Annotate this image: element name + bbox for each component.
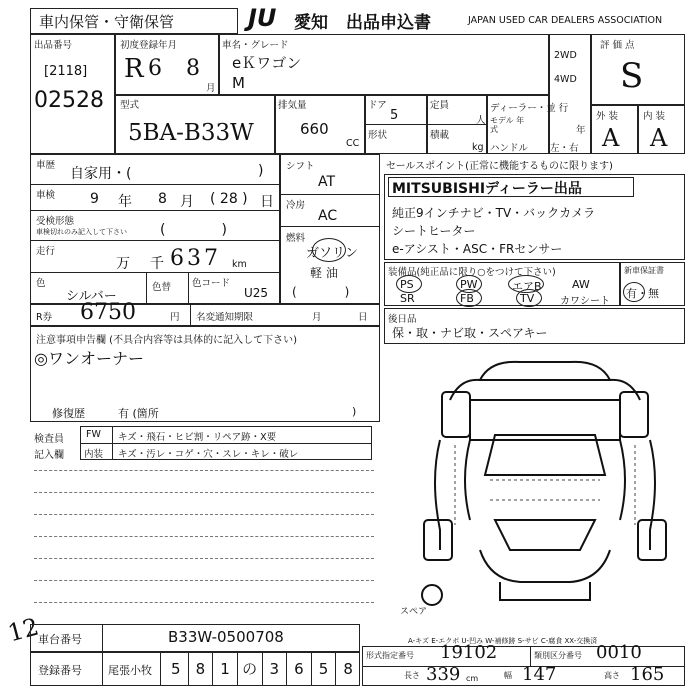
after-label: 後日品	[388, 314, 417, 325]
form-title: 出品申込書	[346, 13, 431, 33]
plate-digit: 5	[311, 652, 336, 686]
inspector-label2: 記入欄	[34, 450, 64, 461]
door-label: ドア	[368, 100, 387, 111]
recycle-label: R券	[36, 312, 53, 323]
shift-label: シフト	[286, 161, 315, 172]
plate-digits	[164, 652, 360, 686]
shaken-d: 日	[260, 194, 274, 210]
shaken-m: 月	[180, 194, 194, 210]
handle-lr: 左・右	[550, 143, 579, 154]
spec-val2: 0010	[596, 642, 642, 663]
interior-insp-text: キズ・汚レ・コゲ・穴・スレ・キレ・破レ	[118, 449, 299, 460]
color-label: 色	[36, 278, 46, 289]
spare-label: スペア	[400, 607, 428, 617]
spec-label2: 類別区分番号	[534, 651, 582, 660]
selling-label: セールスポイント(正常に機能するものに限ります)	[386, 161, 613, 172]
spec-val1: 19102	[440, 642, 498, 663]
warranty-label: 新車保証書	[624, 266, 664, 275]
exterior-label: 外 装	[596, 111, 619, 122]
warranty-value: 有・無	[626, 287, 659, 300]
damage-legend: A-キズ E-エクボ U-凹み W-補修跡 S-サビ C-腐食 XX-交換済	[408, 637, 598, 645]
equip-sr: SR	[400, 292, 415, 305]
storage-tag-box	[30, 8, 238, 34]
shaken-month: 8	[158, 191, 167, 207]
header-place: 愛知	[294, 13, 328, 33]
equip-aw: AW	[572, 278, 590, 291]
usage-close: )	[258, 163, 264, 179]
fuel-label: 燃料	[286, 233, 306, 244]
interior-label: 内 装	[643, 111, 666, 122]
model-label: 車名・グレード	[222, 40, 289, 51]
plate-digit: 8	[188, 652, 213, 686]
dealer-label: ディーラー・並 行	[490, 103, 569, 114]
model-grade: M	[232, 74, 245, 92]
len-value: 339	[426, 664, 461, 685]
hei-value: 165	[630, 664, 665, 685]
shaken-day: ( 28 )	[210, 191, 248, 207]
aircon-value: AC	[318, 208, 338, 224]
handle-label: ハンドル	[490, 143, 529, 154]
mileage-label: 走行	[36, 246, 56, 257]
fuel-paren: ( )	[292, 285, 350, 299]
mileage-sen: 千	[150, 256, 164, 272]
color-code-label: 色コード	[192, 278, 231, 289]
mileage-man: 万	[116, 256, 130, 272]
equip-pw: PW	[460, 278, 478, 291]
len-unit: cm	[466, 674, 479, 683]
shaken-y: 年	[118, 194, 132, 210]
load-unit: kg	[472, 142, 484, 153]
interior-grade: A	[650, 124, 668, 152]
type-label: 型式	[120, 100, 140, 111]
first-reg-year: 6	[148, 56, 162, 81]
inspection-paren: ( )	[160, 222, 227, 238]
storage-tag: 車内保管・守衛保管	[39, 13, 175, 31]
month-unit: 月	[206, 83, 216, 94]
name-change-day: 日	[358, 312, 368, 323]
wid-label: 幅	[504, 671, 512, 680]
recycle-unit: 円	[170, 312, 180, 323]
lot-label: 出品番号	[34, 40, 73, 51]
usage-label: 車歴	[36, 160, 56, 171]
inspection-note: 車検切れのみ記入して下さい	[36, 228, 127, 236]
equip-fb: FB	[460, 292, 474, 305]
equip-ps: PS	[400, 278, 414, 291]
first-reg-month: 8	[186, 56, 200, 81]
load-label: 積載	[430, 130, 450, 141]
displacement-unit: CC	[346, 138, 360, 149]
chassis-number: B33W-0500708	[168, 628, 284, 646]
shape-label: 形状	[368, 130, 388, 141]
repair-value: 有 (箇所	[118, 407, 159, 420]
equip-leather-seat: カワシート	[560, 296, 610, 307]
model-year-label: モデル 年式	[490, 116, 525, 134]
plate-label: 登録番号	[38, 664, 82, 677]
type-value: 5BA-B33W	[128, 120, 254, 146]
exterior-grade: A	[602, 124, 620, 152]
interior-insp-label: 内装	[84, 449, 104, 460]
capacity-label: 定員	[430, 100, 450, 111]
shift-value: AT	[318, 174, 336, 190]
wid-value: 147	[522, 664, 557, 685]
equip-airbag: エアB	[512, 280, 542, 293]
fw-label: FW	[86, 429, 101, 440]
fuel-gas: ガソリン	[306, 246, 359, 261]
car-damage-diagram	[400, 350, 690, 630]
chassis-label: 車台番号	[38, 633, 82, 646]
usage-value: 自家用・(	[70, 166, 132, 182]
equipment-label: 装備品(純正品に限り○をつけて下さい)	[388, 267, 556, 278]
overall-score: S	[620, 56, 644, 96]
repair-label: 修復歴	[52, 407, 85, 420]
repair-close: )	[352, 405, 357, 418]
margin-handwritten: 12	[4, 612, 42, 648]
score-label: 評 価 点	[600, 40, 635, 51]
after-value: 保・取・ナビ取・スペアキー	[392, 326, 548, 340]
fuel-circle	[312, 238, 346, 262]
plate-digit: 5	[171, 660, 181, 678]
notes-label: 注意事項申告欄 (不具合内容等は具体的に記入して下さい)	[36, 335, 297, 346]
aircon-label: 冷房	[286, 200, 306, 211]
plate-digit: の	[237, 652, 262, 686]
inspection-label: 受検形態	[36, 216, 75, 227]
displacement-value: 660	[300, 120, 329, 138]
plate-digit: 1	[212, 652, 237, 686]
notes-value: ◎ワンオーナー	[34, 349, 144, 368]
selling-item-2: シートヒーター	[392, 224, 476, 238]
drive-4wd: 4WD	[554, 74, 577, 85]
plate-digit: 3	[262, 652, 287, 686]
tone-label: 色替	[152, 282, 172, 293]
color-code: U25	[244, 286, 269, 300]
fw-text: キズ・飛石・ヒビ割・リペア跡・X要	[118, 432, 277, 443]
shaken-label: 車検	[36, 190, 56, 201]
mileage-unit: km	[232, 259, 247, 270]
inspector-label: 検査員	[34, 434, 64, 445]
plate-digit: 6	[286, 652, 311, 686]
hei-label: 高さ	[604, 671, 620, 680]
selling-item-3: e-アシスト・ASC・FRセンサー	[392, 242, 563, 256]
equip-tv: TV	[520, 292, 535, 305]
lot-sub: [2118]	[44, 64, 88, 79]
first-reg-era: R	[124, 54, 144, 84]
displacement-label: 排気量	[278, 100, 307, 111]
capacity-unit: 人	[476, 115, 486, 126]
fuel-diesel: 軽 油	[310, 266, 338, 280]
spec-label1: 形式指定番号	[366, 651, 414, 660]
plate-region: 尾張小牧	[108, 664, 152, 677]
name-change-month: 月	[312, 312, 322, 323]
model-name: eＫワゴン	[232, 54, 302, 72]
len-label: 長さ	[404, 671, 420, 680]
org-name: JAPAN USED CAR DEALERS ASSOCIATION	[468, 15, 663, 26]
plate-digit: 8	[335, 652, 360, 686]
shaken-year: 9	[90, 191, 99, 207]
year-unit: 年	[576, 125, 586, 136]
first-reg-label: 初度登録年月	[120, 40, 178, 51]
color-value: シルバー	[66, 289, 117, 304]
ju-logo: JU	[248, 4, 277, 32]
name-change-label: 名変通知期限	[196, 312, 254, 323]
selling-dealer: MITSUBISHIディーラー出品	[392, 181, 582, 197]
door-value: 5	[390, 108, 399, 123]
selling-item-1: 純正9インチナビ・TV・バックカメラ	[392, 206, 596, 220]
lot-number: 02528	[34, 88, 104, 113]
drive-2wd: 2WD	[554, 50, 577, 61]
recycle-value: 6750	[80, 300, 136, 325]
mileage-value: 637	[170, 246, 221, 271]
